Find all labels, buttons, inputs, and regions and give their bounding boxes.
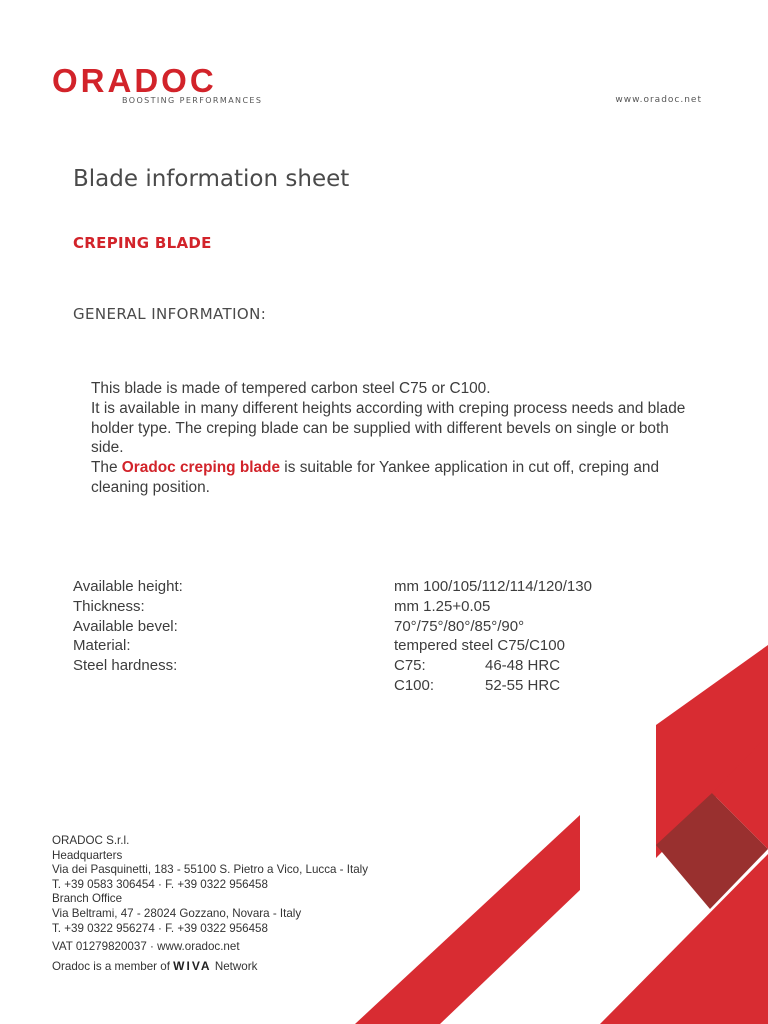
spec-label: Material: [73,637,131,655]
spec-grade: C75: [394,657,426,675]
spec-row-hardness-c100 [73,676,633,696]
document-title: Blade information sheet [73,166,350,192]
line3-prefix: The [91,459,122,477]
spec-value: tempered steel C75/C100 [394,637,565,655]
member-suffix: Network [214,959,258,973]
spec-row-height [73,577,633,597]
hq-label: Headquarters [52,848,123,862]
spec-grade: C100: [394,676,435,694]
spec-value: 52-55 HRC [485,676,561,694]
company-name: ORADOC S.r.l. [52,834,130,847]
ribbon-lower-left [355,815,580,1024]
spec-row-thickness [73,597,633,617]
oradoc-logo: ORADOC [52,62,217,99]
spec-value: 70°/75°/80°/85°/90° [394,617,525,635]
footer-contact [52,834,368,974]
header-website[interactable]: www.oradoc.net [615,95,702,105]
product-name: CREPING BLADE [73,234,212,252]
spec-value: mm 100/105/112/114/120/130 [394,578,592,595]
product-highlight: Oradoc creping blade [121,459,281,477]
hq-address: Via dei Pasquinetti, 183 - 55100 S. Pietro a Vico, Lucca - Italy [52,863,369,877]
branch-address: Via Beltrami, 47 - 28024 Gozzano, Novara - Italy [52,906,302,920]
spec-row-material [73,636,633,656]
membership-line [52,959,368,975]
description-line-3 [91,458,691,498]
spec-label: Thickness: [73,597,145,615]
description-line-1: This blade is made of tempered carbon steel C75 or C100. [91,380,491,397]
ribbon-lower-right [600,854,768,1024]
member-prefix: Oradoc is a member of [52,959,170,973]
branch-phone: T. +39 0322 956274 · F. +39 0322 956458 [52,921,268,935]
branch-label: Branch Office [52,892,123,906]
spec-label: Available height: [73,578,183,595]
wiva-logo: WIVA [173,958,212,973]
description-paragraph [91,379,691,498]
vat-line: VAT 01279820037 · www.oradoc.net [52,940,240,954]
spec-row-bevel [73,617,633,637]
hq-phone: T. +39 0583 306454 · F. +39 0322 956458 [52,877,268,891]
spec-value: 46-48 HRC [485,657,561,675]
description-line-2: It is available in many different heights according with creping process needs and blade holder type. The creping blade can be supplied with different bevels on single or both side. [91,399,686,457]
spec-value: mm 1.25+0.05 [394,597,491,615]
spec-label: Available bevel: [73,617,178,635]
logo-tagline: BOOSTING PERFORMANCES [122,96,263,105]
line3-suffix: is suitable for Yankee application in cut off, creping and cleaning position. [91,459,660,496]
section-heading: GENERAL INFORMATION: [73,305,267,323]
specs-table [73,577,633,696]
spec-row-hardness-c75 [73,656,633,676]
spec-label: Steel hardness: [73,657,178,675]
